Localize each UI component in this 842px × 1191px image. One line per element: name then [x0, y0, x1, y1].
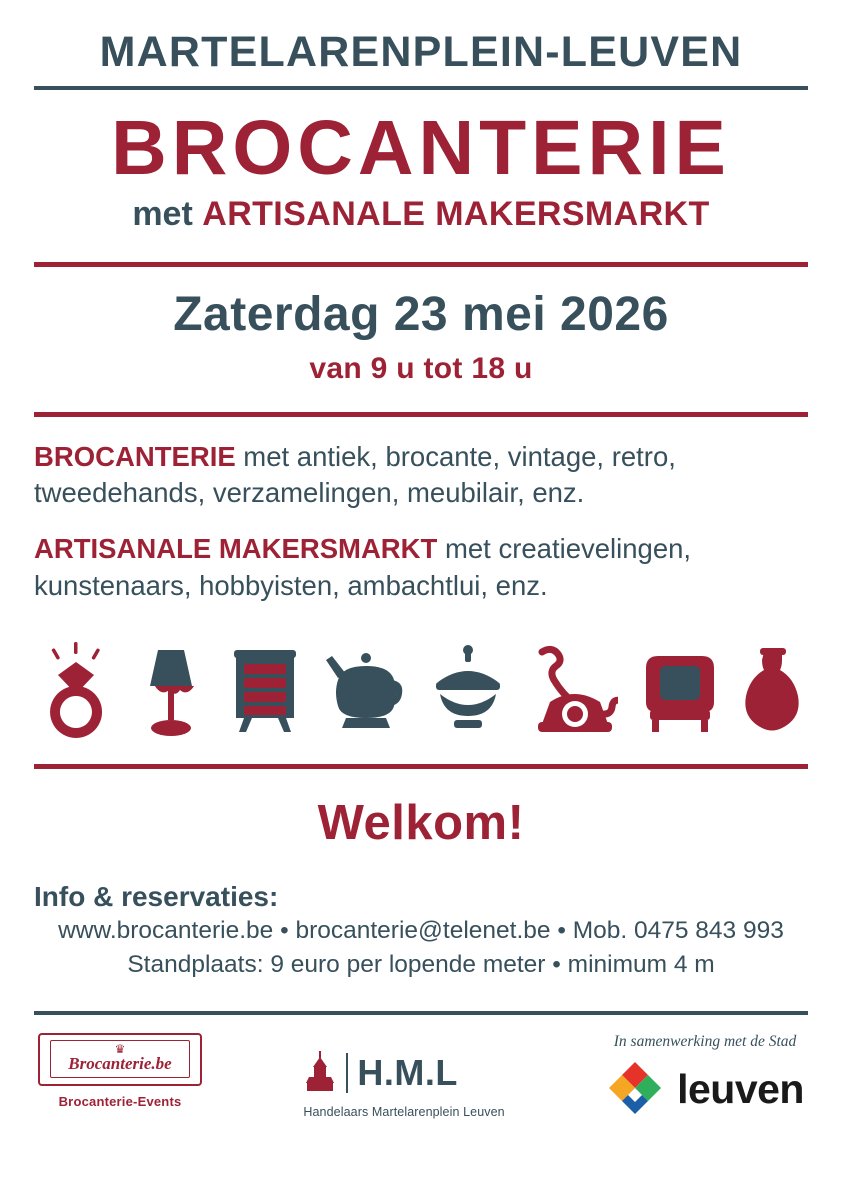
- divider-4: [34, 1011, 808, 1015]
- info-price-line: Standplaats: 9 euro per lopende meter • minimum 4 m: [127, 950, 715, 978]
- brocanterie-logo-name: Brocanterie.be: [68, 1054, 172, 1074]
- brocanterie-logo-frame: [38, 1033, 202, 1087]
- description-makersmarkt-text: met creatievelingen, kunstenaars, hobbyisten, ambachtlui, enz.: [34, 533, 692, 601]
- event-hours: van 9 u tot 18 u: [309, 351, 533, 385]
- table-lamp-icon: [136, 642, 206, 738]
- teapot-icon: [324, 642, 404, 738]
- divider-3: [34, 764, 808, 769]
- hml-logo-row: [303, 1049, 504, 1098]
- leuven-note: In samenwerking met de Stad: [613, 1032, 797, 1050]
- main-title: BROCANTERIE: [111, 105, 731, 192]
- event-date: Zaterdag 23 mei 2026: [173, 287, 669, 341]
- footer: [34, 1033, 808, 1121]
- brocanterie-logo-subtitle: Brocanterie-Events: [58, 1094, 182, 1110]
- subtitle: [34, 195, 808, 234]
- description-brocanterie-text: met antiek, brocante, vintage, retro, tweedehands, verzamelingen, meubilair, enz.: [34, 440, 676, 508]
- leuven-wordmark: leuven: [677, 1065, 804, 1112]
- divider-2: [34, 412, 808, 417]
- leuven-logo-row: [606, 1058, 804, 1121]
- leuven-emblem-icon: [606, 1058, 664, 1121]
- brocanterie-logo-inner: [50, 1040, 190, 1079]
- vase-icon: [742, 642, 804, 738]
- ring-icon: [38, 642, 114, 738]
- hml-abbr: H.M.L: [357, 1052, 458, 1094]
- description-brocanterie-lead: BROCANTERIE: [34, 440, 236, 472]
- welcome-text: Welkom!: [317, 795, 525, 850]
- icon-strip: [34, 628, 808, 738]
- description-brocanterie: [34, 439, 808, 512]
- divider-1: [34, 262, 808, 267]
- rotary-telephone-icon: [532, 642, 618, 738]
- chest-of-drawers-icon: [228, 642, 302, 738]
- hml-subtitle: Handelaars Martelarenplein Leuven: [303, 1104, 505, 1119]
- description-makersmarkt: [34, 531, 808, 604]
- info-title: Info & reservaties:: [34, 880, 279, 912]
- lidded-bowl-icon: [426, 642, 510, 738]
- info-contact-line: www.brocanterie.be • brocanterie@telenet.be • Mob. 0475 843 993: [58, 916, 784, 944]
- crown-icon: ♛: [114, 1041, 126, 1056]
- armchair-icon: [640, 642, 720, 738]
- tower-icon: [303, 1049, 337, 1098]
- brocanterie-logo: [38, 1033, 202, 1110]
- description-makersmarkt-lead: ARTISANALE MAKERSMARKT: [34, 533, 438, 565]
- subtitle-highlight: ARTISANALE MAKERSMARKT: [202, 194, 710, 233]
- hml-divider: [346, 1053, 348, 1093]
- divider-header: [34, 86, 808, 90]
- subtitle-prefix: met: [132, 194, 203, 233]
- page-title: MARTELARENPLEIN-LEUVEN: [99, 28, 743, 76]
- leuven-logo: [606, 1033, 804, 1121]
- hml-logo: [303, 1049, 504, 1119]
